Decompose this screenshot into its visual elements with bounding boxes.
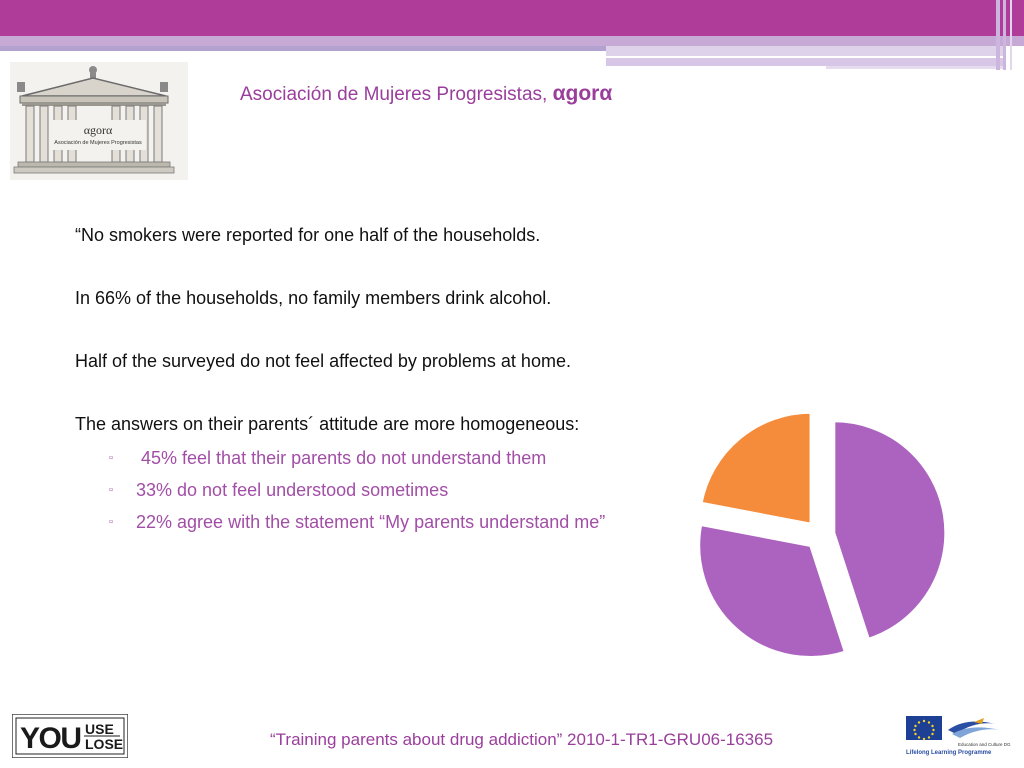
logo-use-text: USE xyxy=(85,721,114,737)
pie-slice xyxy=(701,412,811,524)
bullet-item xyxy=(75,506,675,538)
bullet-text: 33% do not feel understood sometimes xyxy=(136,480,449,500)
paragraph: “No smokers were reported for one half of the households. xyxy=(75,225,541,245)
eu-lifelong-learning-logo xyxy=(904,712,1012,758)
bullet-marker-icon: ▫ xyxy=(109,516,113,528)
bullet-item xyxy=(75,442,675,474)
temple-logo-icon xyxy=(10,62,188,180)
organization-title xyxy=(240,82,612,106)
organization-brand: αgorα xyxy=(552,82,613,105)
bullet-text: 22% agree with the statement “My parents understand me” xyxy=(136,512,606,532)
paragraph: In 66% of the households, no family members drink alcohol. xyxy=(75,288,552,308)
header-line xyxy=(606,46,1006,56)
header-line xyxy=(606,58,1006,66)
you-use-lose-logo xyxy=(12,714,128,758)
pie-slice xyxy=(834,421,946,640)
header-band xyxy=(0,0,1024,36)
agora-logo xyxy=(10,62,188,180)
slide-body xyxy=(75,222,675,538)
logo-lose-text: LOSE xyxy=(85,736,124,752)
you-use-lose-logo-icon xyxy=(12,714,128,758)
eu-flag-icon xyxy=(904,712,1012,758)
project-footer-text: “Training parents about drug addiction” 2010-1-TR1-GRU06-16365 xyxy=(270,730,774,749)
bullet-item xyxy=(75,474,675,506)
bullet-list xyxy=(75,442,675,538)
header-vbar xyxy=(1003,0,1006,70)
logo-caption-text: Asociación de Mujeres Progresistas xyxy=(54,140,142,146)
bullet-text: 45% feel that their parents do not understand them xyxy=(136,448,547,468)
header-stripe xyxy=(0,46,606,51)
header-stripe xyxy=(0,36,1024,46)
eu-programme-text: Lifelong Learning Programme xyxy=(906,750,992,756)
logo-you-text: YOU xyxy=(20,722,82,755)
pie-slice xyxy=(699,525,846,658)
organization-name: Asociación de Mujeres Progresistas, xyxy=(240,84,548,105)
bullet-marker-icon: ▫ xyxy=(109,484,113,496)
header-vbar xyxy=(1010,0,1012,70)
paragraph: The answers on their parents´ attitude are more homogeneous: xyxy=(75,414,580,434)
header-line xyxy=(826,66,1006,69)
logo-brand-text: αgorα xyxy=(83,123,113,137)
pie-chart xyxy=(690,405,950,665)
bullet-marker-icon: ▫ xyxy=(109,452,113,464)
header-vbar xyxy=(996,0,1000,70)
eu-dg-text: Education and Culture DG xyxy=(958,742,1011,747)
paragraph: Half of the surveyed do not feel affected by problems at home. xyxy=(75,351,571,371)
